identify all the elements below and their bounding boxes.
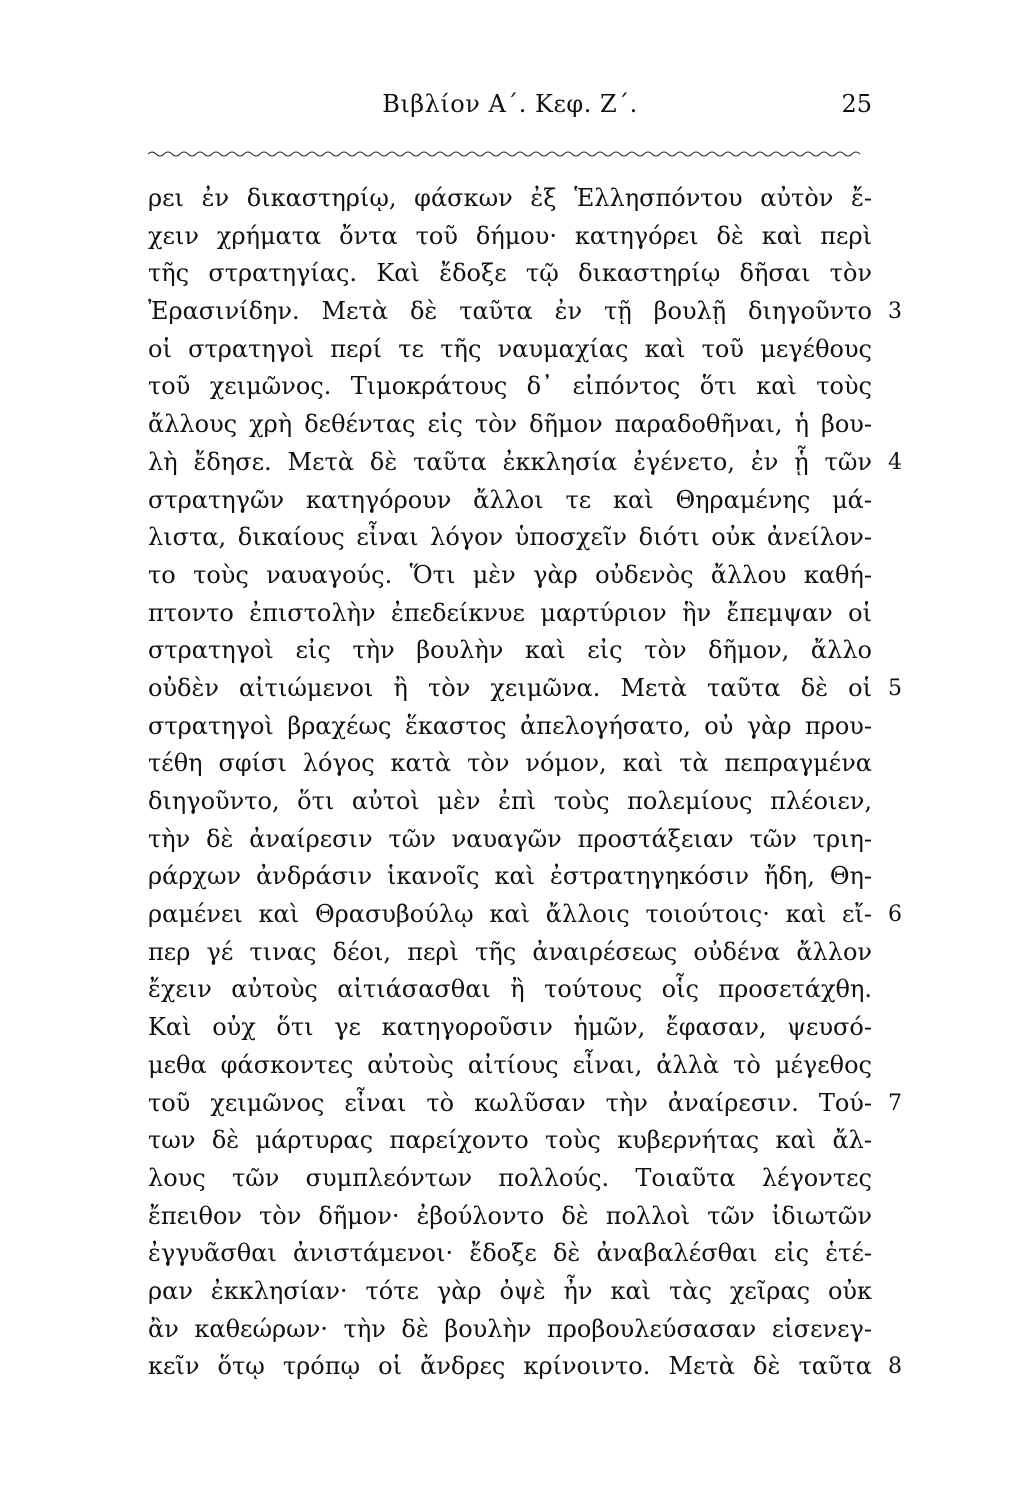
text-line: [148, 708, 872, 746]
text-line: [148, 482, 872, 520]
wavy-header-rule: [148, 150, 860, 158]
section-number: 5: [888, 675, 902, 701]
line-text: κεῖν ὅτῳ τρόπῳ οἱ ἄνδρες κρίνοιντο. Μετὰ δὲ ταῦτα: [148, 1352, 872, 1381]
text-line: [148, 1348, 902, 1386]
section-number: 3: [888, 299, 902, 325]
text-line: [148, 331, 872, 369]
line-text: ράρχων ἀνδράσιν ἱκανοῖς καὶ ἐστρατηγηκόσιν ἤδη, Θη-: [148, 862, 872, 891]
line-text: ραμένει καὶ Θρασυβούλῳ καὶ ἄλλοις τοιούτοις· καὶ εἴ-: [148, 900, 872, 929]
text-line: [148, 971, 872, 1009]
line-text: στρατηγοὶ εἰς τὴν βουλὴν καὶ εἰς τὸν δῆμον, ἄλλο: [148, 636, 872, 665]
text-line: [148, 406, 872, 444]
line-text: τέθη σφίσι λόγος κατὰ τὸν νόμον, καὶ τὰ πεπραγμένα: [148, 749, 872, 778]
text-line: [148, 858, 872, 896]
text-line: [148, 293, 902, 331]
section-number: 8: [888, 1354, 902, 1380]
text-line: [148, 821, 872, 859]
text-line: [148, 1311, 872, 1349]
line-text: λὴ ἔδησε. Μετὰ δὲ ταῦτα ἐκκλησία ἐγένετο, ἐν ᾗ τῶν: [148, 447, 872, 476]
line-text: τὴν δὲ ἀναίρεσιν τῶν ναυαγῶν προστάξειαν τῶν τριη-: [148, 824, 872, 853]
text-line: [148, 1009, 872, 1047]
text-line: [148, 1122, 872, 1160]
page-number: 25: [841, 90, 872, 118]
running-head: Βιβλίον Α΄. Κεφ. Ζ΄.: [382, 90, 638, 118]
line-text: ραν ἐκκλησίαν· τότε γὰρ ὀψὲ ἦν καὶ τὰς χεῖρας οὐκ: [148, 1276, 872, 1305]
line-text: το τοὺς ναυαγούς. Ὅτι μὲν γὰρ οὐδενὸς ἄλλου καθή-: [148, 560, 872, 589]
text-line: [148, 557, 872, 595]
line-text: περ γέ τινας δέοι, περὶ τῆς ἀναιρέσεως οὐδένα ἄλλον: [148, 937, 872, 966]
line-text: ρει ἐν δικαστηρίῳ, φάσκων ἐξ Ἑλλησπόντου αὐτὸν ἔ-: [148, 184, 872, 212]
text-line: [148, 218, 872, 256]
text-line: [148, 1273, 872, 1311]
text-line: [148, 180, 872, 218]
text-line: [148, 934, 872, 972]
text-line: [148, 1047, 872, 1085]
line-text: ἄλλους χρὴ δεθέντας εἰς τὸν δῆμον παραδοθῆναι, ἡ βου-: [148, 410, 872, 439]
text-line: [148, 595, 872, 633]
line-text: τῆς στρατηγίας. Καὶ ἔδοξε τῷ δικαστηρίῳ δῆσαι τὸν: [148, 259, 872, 288]
line-text: στρατηγοὶ βραχέως ἕκαστος ἀπελογήσατο, οὐ γὰρ πρου-: [148, 711, 872, 740]
section-number: 6: [888, 902, 902, 928]
line-text: ἔχειν αὐτοὺς αἰτιάσασθαι ἢ τούτους οἷς προσετάχθη.: [148, 975, 872, 1004]
text-line: [148, 1160, 872, 1198]
line-text: χειν χρήματα ὄντα τοῦ δήμου· κατηγόρει δὲ καὶ περὶ: [148, 221, 872, 250]
section-number: 4: [888, 449, 902, 475]
section-number: 7: [888, 1090, 902, 1116]
line-text: λιστα, δικαίους εἶναι λόγον ὑποσχεῖν διότι οὐκ ἀνείλον-: [148, 523, 872, 552]
text-line: [148, 1198, 872, 1236]
text-line: [148, 519, 872, 557]
line-text: στρατηγῶν κατηγόρουν ἄλλοι τε καὶ Θηραμένης μά-: [148, 485, 872, 514]
page-header: [148, 90, 872, 130]
text-line: [148, 1085, 902, 1123]
line-text: των δὲ μάρτυρας παρείχοντο τοὺς κυβερνήτας καὶ ἄλ-: [148, 1126, 872, 1155]
line-text: τοῦ χειμῶνος εἶναι τὸ κωλῦσαν τὴν ἀναίρεσιν. Τού-: [148, 1088, 872, 1117]
line-text: ἂν καθεώρων· τὴν δὲ βουλὴν προβουλεύσασαν εἰσενεγ-: [148, 1314, 872, 1343]
body-text: [148, 180, 902, 1386]
text-line: [148, 1235, 872, 1273]
text-line: [148, 368, 872, 406]
text-line: [148, 745, 872, 783]
line-text: οὐδὲν αἰτιώμενοι ἢ τὸν χειμῶνα. Μετὰ ταῦτα δὲ οἱ: [148, 673, 872, 702]
line-text: Ἐρασινίδην. Μετὰ δὲ ταῦτα ἐν τῇ βουλῇ διηγοῦντο: [148, 297, 872, 326]
line-text: μεθα φάσκοντες αὐτοὺς αἰτίους εἶναι, ἀλλὰ τὸ μέγεθος: [148, 1050, 872, 1079]
text-line: [148, 896, 902, 934]
line-text: λους τῶν συμπλεόντων πολλούς. Τοιαῦτα λέγοντες: [148, 1163, 872, 1192]
line-text: τοῦ χειμῶνος. Τιμοκράτους δ᾽ εἰπόντος ὅτι καὶ τοὺς: [148, 372, 872, 401]
line-text: Καὶ οὐχ ὅτι γε κατηγοροῦσιν ἡμῶν, ἔφασαν, ψευσό-: [148, 1013, 872, 1042]
text-line: [148, 255, 872, 293]
line-text: πτοντο ἐπιστολὴν ἐπεδείκνυε μαρτύριον ἣν ἔπεμψαν οἱ: [148, 598, 872, 627]
line-text: οἱ στρατηγοὶ περί τε τῆς ναυμαχίας καὶ τοῦ μεγέθους: [148, 334, 872, 363]
line-text: διηγοῦντο, ὅτι αὐτοὶ μὲν ἐπὶ τοὺς πολεμίους πλέοιεν,: [148, 787, 872, 815]
line-text: ἔπειθον τὸν δῆμον· ἐβούλοντο δὲ πολλοὶ τῶν ἰδιωτῶν: [148, 1201, 872, 1230]
text-line: [148, 670, 902, 708]
text-line: [148, 444, 902, 482]
line-text: ἐγγυᾶσθαι ἀνιστάμενοι· ἔδοξε δὲ ἀναβαλέσθαι εἰς ἑτέ-: [148, 1239, 872, 1268]
text-line: [148, 783, 872, 821]
text-line: [148, 632, 872, 670]
